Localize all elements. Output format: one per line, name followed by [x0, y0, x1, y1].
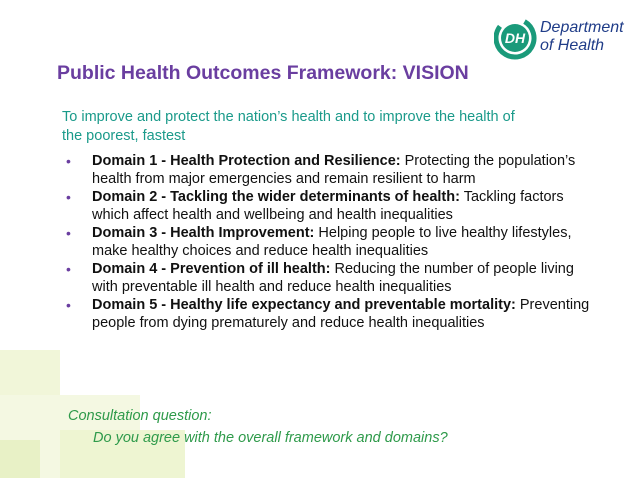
domain-heading: Domain 4 - Prevention of ill health: [92, 261, 331, 277]
bullet-icon: • [66, 225, 71, 241]
vision-line-1: To improve and protect the nation’s health and to improve the health of [62, 109, 515, 125]
department-of-health-logo [494, 16, 630, 62]
logo-wordmark [540, 19, 624, 55]
domain-item [62, 260, 592, 296]
domain-heading: Domain 2 - Tackling the wider determinants of health: [92, 189, 460, 205]
domain-item [62, 296, 592, 332]
bullet-icon: • [66, 153, 71, 169]
bullet-icon: • [66, 261, 71, 277]
domain-description: Reducing the number of people living with preventable ill health and reduce health inequalities [92, 261, 574, 295]
logo-line-1: Department [540, 19, 624, 36]
bullet-icon: • [66, 297, 71, 313]
dh-roundel-icon [494, 16, 540, 62]
slide-title: Public Health Outcomes Framework: VISION [57, 62, 469, 84]
vision-line-2: the poorest, fastest [62, 128, 186, 144]
logo-line-2: of Health [540, 37, 605, 54]
domain-description: Tackling factors which affect health and wellbeing and health inequalities [92, 189, 564, 223]
domain-heading: Domain 5 - Healthy life expectancy and preventable mortality: [92, 297, 516, 313]
domain-heading: Domain 1 - Health Protection and Resilience: [92, 153, 401, 169]
domain-item [62, 224, 592, 260]
consultation-label: Consultation question: [68, 408, 212, 424]
domain-item [62, 188, 592, 224]
domain-description: Helping people to live healthy lifestyles, make healthy choices and reduce health inequalities [92, 225, 572, 259]
domain-heading: Domain 3 - Health Improvement: [92, 225, 315, 241]
vision-statement [62, 108, 582, 146]
domain-description: Preventing people from dying prematurely and reduce health inequalities [92, 297, 590, 331]
consultation-question: Do you agree with the overall framework and domains? [93, 430, 448, 446]
domain-description: Protecting the population’s health from major emergencies and remain resilient to harm [92, 153, 576, 187]
bullet-icon: • [66, 189, 71, 205]
domain-list [62, 152, 592, 332]
logo-mark: DH [504, 30, 526, 46]
domain-item [62, 152, 592, 188]
decorative-square [0, 440, 40, 478]
